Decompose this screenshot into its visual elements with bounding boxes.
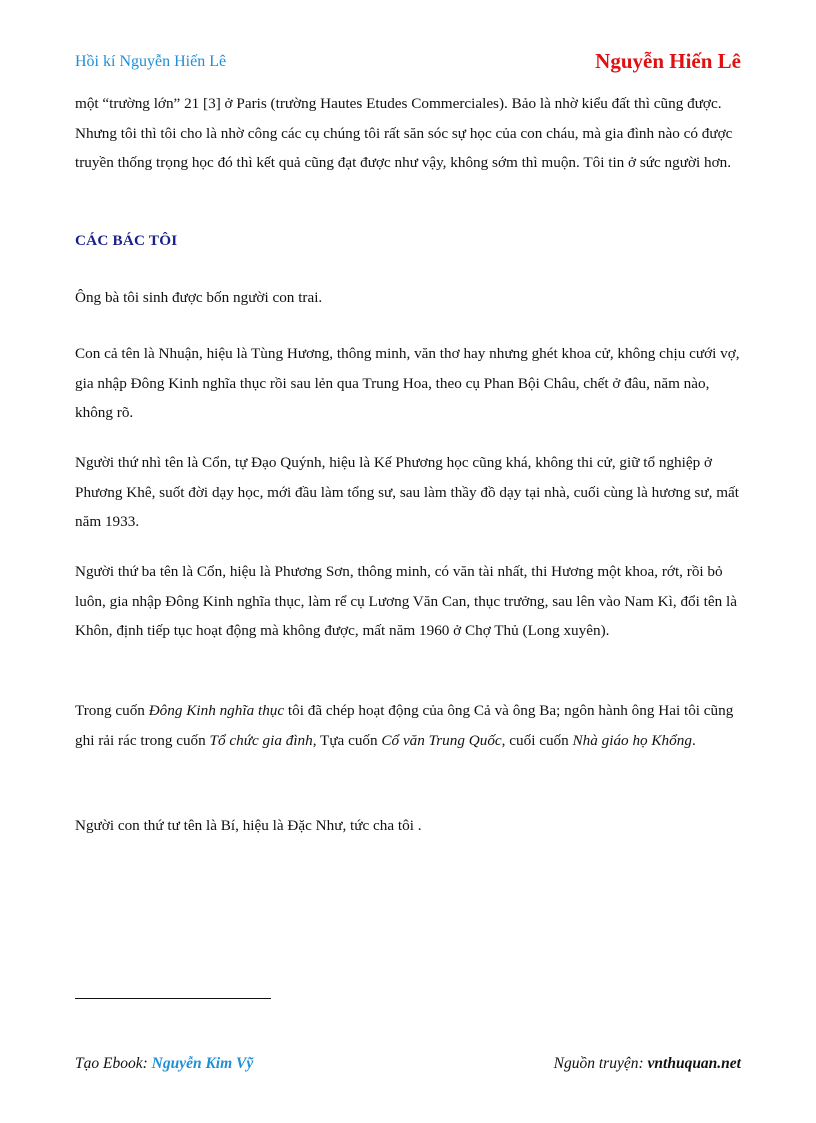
author-name: Nguyễn Hiến Lê	[595, 49, 741, 73]
paragraph-first-son: Con cả tên là Nhuận, hiệu là Tùng Hương, thông minh, văn thơ hay nhưng ghét khoa cử, không chịu cưới vợ, gia nhập Đông Kinh nghĩa thục rồi sau lẻn qua Trung Hoa, theo cụ Phan Bội Châu, chết ở đâu, năm nào, không rõ.	[75, 345, 740, 421]
paragraph-references	[75, 696, 743, 755]
book-title-to-chuc-gia-dinh: Tổ chức gia đình	[209, 731, 313, 749]
paragraph-second-son: Người thứ nhì tên là Cổn, tự Đạo Quýnh, hiệu là Kế Phương học cũng khá, không thi cử, giữ tổ nghiệp ở Phương Khê, suốt đời dạy học, mới đầu làm tổng sư, sau làm thầy đồ dạy tại nhà, cuối cùng là hương sư, mất năm 1933.	[75, 454, 740, 530]
text-run: , Tựa cuốn	[312, 731, 382, 749]
paragraph-fourth-son: Người con thứ tư tên là Bí, hiệu là Đặc Như, tức cha tôi .	[75, 817, 422, 834]
ebook-separator: :	[142, 1055, 152, 1072]
source-separator: :	[638, 1055, 648, 1072]
text-run: .	[691, 731, 696, 749]
paragraph-grandparents: Ông bà tôi sinh được bốn người con trai.	[75, 289, 323, 306]
footer-ebook-credit	[75, 1055, 253, 1073]
book-title-nha-giao: Nhà giáo họ Khổng	[572, 731, 692, 749]
book-title: Hồi kí Nguyễn Hiến Lê	[75, 53, 227, 70]
text-run: tôi đã chép hoạt động của ông Cả và ông Ba; ngôn hành ông Hai tôi cũng ghi rải rác trong cuốn	[75, 702, 734, 749]
footer-source-credit	[554, 1055, 741, 1073]
paragraph-intro: một “trường lớn” 21 [3] ở Paris (trường Hautes Etudes Commerciales). Bảo là nhờ kiểu đất thì cũng được. Nhưng tôi thì tôi cho là nhờ công các cụ chúng tôi rất săn sóc sự học của con cháu, mà gia đình nào có được truyền thống trọng học đó thì kết quả cũng đạt được như vậy, không sớm thì muộn. Tôi tin ở sức người hơn.	[75, 95, 733, 171]
section-heading: CÁC BÁC TÔI	[75, 232, 178, 249]
text-run: Trong cuốn	[75, 702, 149, 719]
footnote-divider	[75, 998, 271, 999]
ebook-label: Tạo Ebook	[75, 1055, 143, 1072]
source-site-link[interactable]: vnthuquan.net	[647, 1055, 741, 1072]
book-title-co-van: Cổ văn Trung Quốc	[381, 731, 502, 749]
paragraph-third-son: Người thứ ba tên là Cổn, hiệu là Phương Sơn, thông minh, có văn tài nhất, thi Hương một khoa, rớt, rồi bỏ luôn, gia nhập Đông Kinh nghĩa thục, làm rể cụ Lương Văn Can, thục trưởng, sau lên vào Nam Kì, đổi tên là Khôn, định tiếp tục hoạt động mà không được, mất năm 1960 ở Chợ Thủ (Long xuyên).	[75, 563, 737, 639]
ebook-author-link[interactable]: Nguyễn Kim Vỹ	[151, 1055, 254, 1072]
book-title-dong-kinh: Đông Kinh nghĩa thục	[148, 702, 285, 719]
text-run: , cuối cuốn	[501, 731, 573, 749]
source-label: Nguồn truyện	[553, 1055, 639, 1072]
